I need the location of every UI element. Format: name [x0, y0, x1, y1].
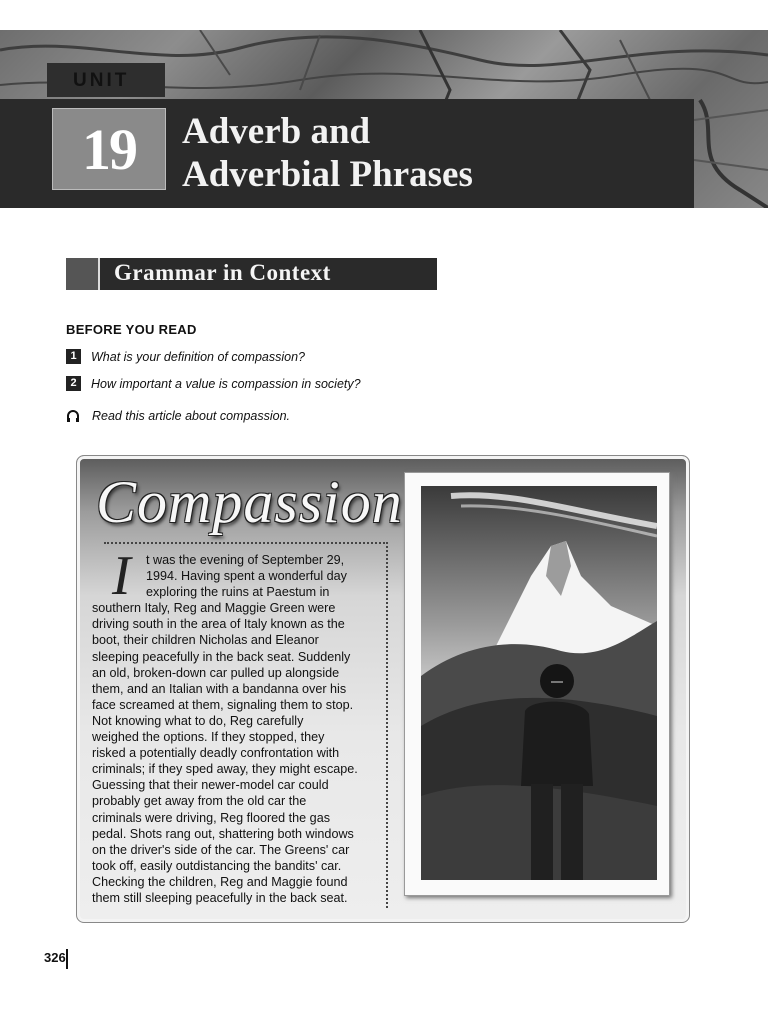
- article-dropcap: I: [112, 545, 131, 607]
- unit-number-box: [52, 108, 166, 190]
- article-line: criminals; if they sped away, they might escape.: [92, 762, 358, 777]
- listen-instruction: [66, 409, 290, 423]
- question-text: What is your definition of compassion?: [91, 349, 305, 364]
- unit-title: [182, 110, 473, 196]
- article-line: them still sleeping peacefully in the back seat.: [92, 890, 348, 905]
- listen-text: Read this article about compassion.: [92, 409, 291, 423]
- article-line: t was the evening of September 29,: [146, 553, 345, 567]
- article-line: them, and an Italian with a bandanna over his: [92, 681, 347, 696]
- unit-title-line1: Adverb and: [182, 111, 371, 152]
- headphones-icon: [66, 409, 80, 423]
- section-heading: Grammar in Context: [114, 260, 331, 285]
- page-number: 326: [44, 950, 66, 965]
- article-line: an old, broken-down car pulled up alongside: [92, 665, 340, 680]
- article-line: pedal. Shots rang out, shattering both windows: [92, 826, 354, 841]
- unit-label: UNIT: [73, 70, 130, 91]
- article-title: Compassion: [96, 469, 403, 535]
- section-heading-tab: [66, 258, 100, 290]
- article-line: Guessing that their newer-model car could: [92, 778, 329, 793]
- article-line: face screamed at them, signaling them to stop.: [92, 697, 354, 712]
- question-number: 1: [66, 349, 81, 364]
- question-text: How important a value is compassion in society?: [91, 376, 361, 391]
- article-line: 1994. Having spent a wonderful day: [146, 569, 347, 584]
- article-line: driving south in the area of Italy known as the: [92, 617, 345, 632]
- unit-number: 19: [82, 116, 136, 182]
- unit-title-line2: Adverbial Phrases: [182, 154, 473, 195]
- mountain-photo: [421, 486, 657, 880]
- article-line: risked a potentially deadly confrontation with: [92, 746, 340, 761]
- before-you-read-heading: BEFORE YOU READ: [66, 322, 197, 337]
- question-1: [66, 349, 305, 364]
- question-number: 2: [66, 376, 81, 391]
- article-line: southern Italy, Reg and Maggie Green were: [92, 601, 336, 616]
- article-line: took off, easily outdistancing the bandits' car.: [92, 858, 342, 873]
- section-heading-bar: [66, 258, 437, 290]
- article-line: sleeping peacefully in the back seat. Suddenly: [92, 649, 351, 664]
- article-line: criminals were driving, Reg floored the gas: [92, 810, 330, 825]
- article-line: Checking the children, Reg and Maggie found: [92, 874, 348, 889]
- article-line: Not knowing what to do, Reg carefully: [92, 713, 304, 728]
- article-line: exploring the ruins at Paestum in: [146, 585, 330, 600]
- question-2: [66, 376, 361, 391]
- article-line: boot, their children Nicholas and Eleanor: [92, 633, 319, 648]
- article-line: weighed the options. If they stopped, they: [92, 730, 325, 745]
- article-body: [92, 552, 382, 906]
- page-number-divider: [66, 949, 68, 969]
- article-line: probably get away from the old car the: [92, 794, 307, 809]
- article-line: on the driver's side of the car. The Greens' car: [92, 842, 350, 857]
